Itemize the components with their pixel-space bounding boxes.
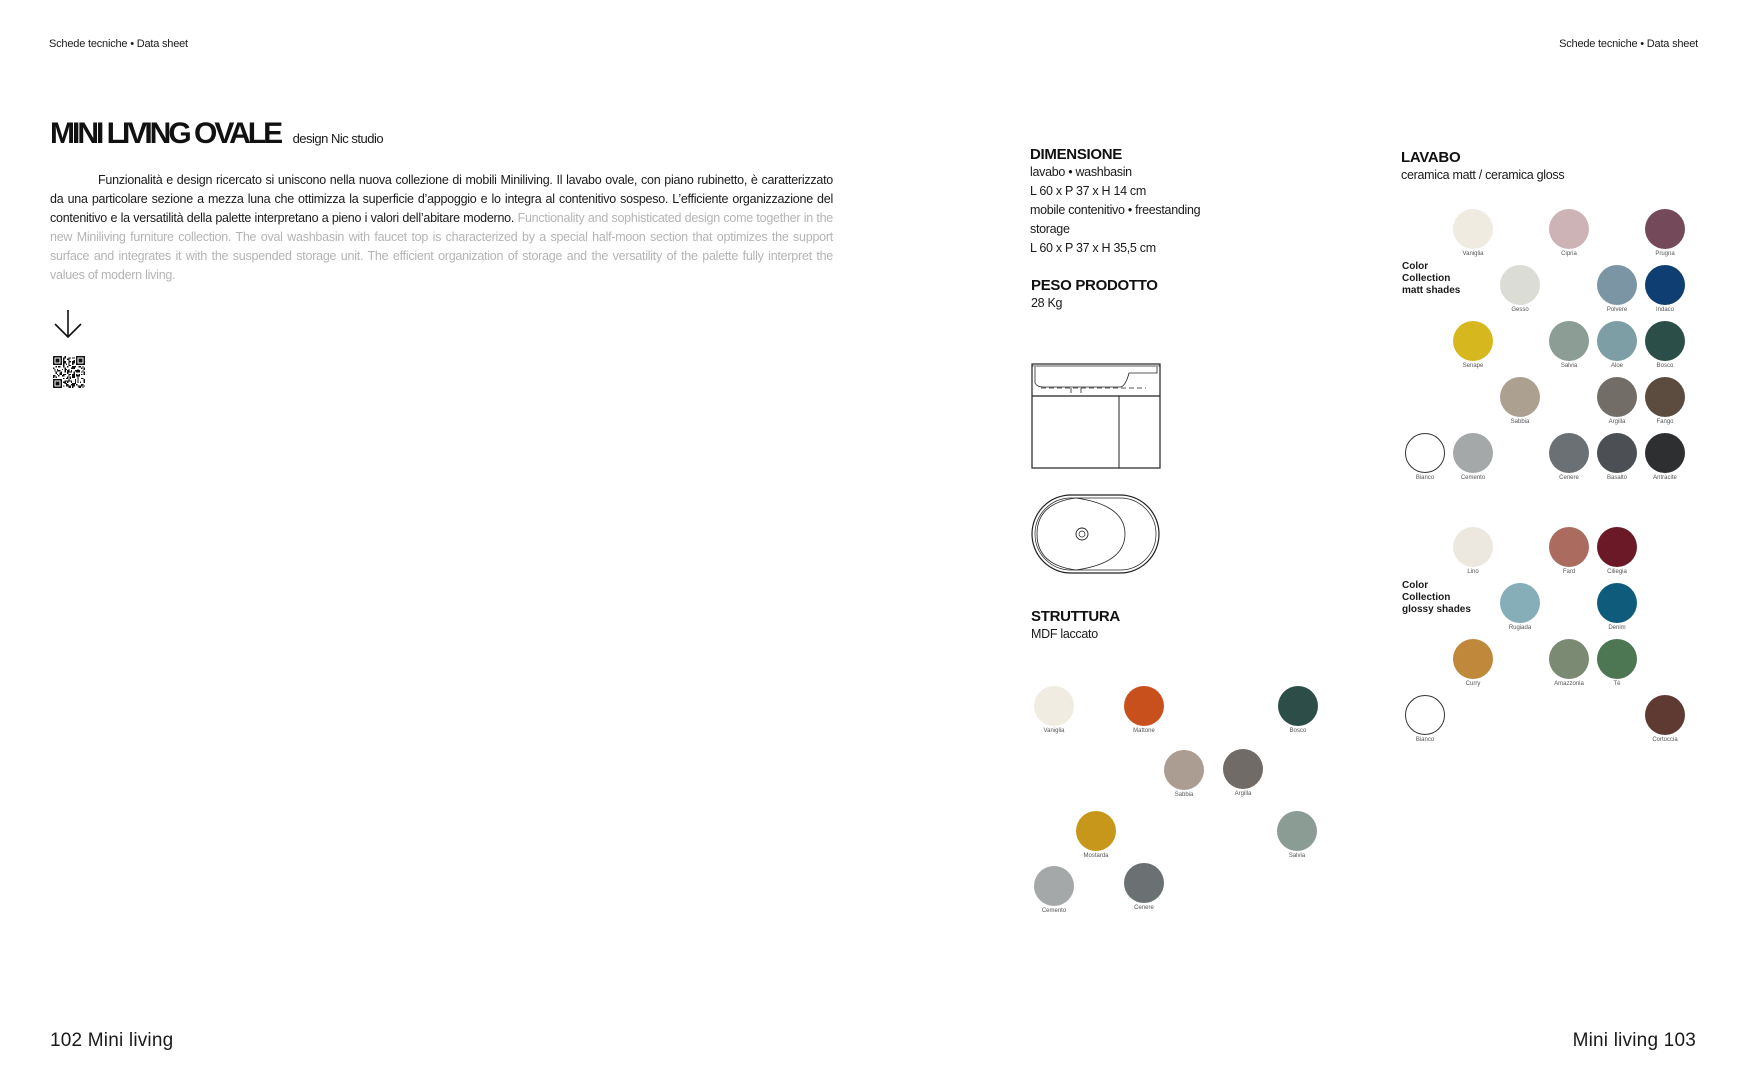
product-heading (50, 117, 383, 151)
color-swatch-label: Basalto (1606, 475, 1627, 481)
color-swatch-label: Antracite (1653, 475, 1677, 481)
color-swatch-label: Vaniglia (1043, 728, 1065, 734)
color-swatch-label: Bianco (1415, 475, 1435, 481)
color-swatch-label: Fard (1562, 569, 1576, 575)
color-swatch-label: Prugna (1655, 251, 1675, 257)
color-swatch (1549, 433, 1589, 473)
color-swatch (1223, 749, 1263, 789)
folio-right: Mini living 103 (1572, 1030, 1696, 1051)
structure-title: STRUTTURA (1031, 608, 1120, 625)
color-swatch (1124, 863, 1164, 903)
structure-value: MDF laccato (1031, 627, 1098, 641)
color-swatch-label: Gesso (1511, 307, 1529, 313)
dimensions-line: L 60 x P 37 x H 35,5 cm (1030, 241, 1156, 255)
dimensions-title: DIMENSIONE (1030, 146, 1123, 163)
color-swatch-label: Salvia (1560, 363, 1578, 369)
color-swatch-label: Bianco (1415, 737, 1435, 743)
dimensions-line: mobile contenitivo • freestanding (1030, 203, 1201, 217)
color-swatch (1549, 527, 1589, 567)
color-swatch-label: Cipria (1561, 251, 1577, 257)
weight-value: 28 Kg (1031, 296, 1063, 310)
color-swatch-label: Mattone (1133, 728, 1155, 734)
color-swatch-label: Rugiada (1508, 625, 1532, 631)
description-english: Functionality and sophisticated design come together in the new Miniliving furniture collection. The oval washbasin with faucet top is characterized by a special half-moon section that optimizes the support surface and integrates it with the suspended storage unit. The efficient organization of storage and the versatility of the palette fully interpret the values of modern living. (50, 211, 833, 282)
color-swatch (1645, 433, 1685, 473)
color-swatch (1645, 209, 1685, 249)
color-swatch (1597, 583, 1637, 623)
lavabo-block (1401, 149, 1564, 185)
color-swatch (1549, 321, 1589, 361)
color-swatch-label: Denim (1608, 625, 1626, 631)
color-swatch-label: Argilla (1608, 419, 1626, 425)
color-swatch-label: Sabbia (1510, 419, 1530, 425)
color-swatch-label: Cemento (1460, 475, 1486, 481)
color-swatch-label: Indaco (1655, 307, 1674, 313)
color-swatch (1597, 265, 1637, 305)
color-swatch (1645, 695, 1685, 735)
color-swatch-label: Mostarda (1083, 853, 1109, 859)
color-swatch (1034, 686, 1074, 726)
color-swatch-label: Aloe (1610, 363, 1623, 369)
color-swatch (1453, 321, 1493, 361)
color-swatch-label: Polvere (1606, 307, 1628, 313)
color-swatch (1124, 686, 1164, 726)
color-swatch (1597, 377, 1637, 417)
color-swatch-label: Sabbia (1174, 792, 1194, 798)
running-header-right: Schede tecniche • Data sheet (1559, 38, 1698, 50)
color-swatch (1500, 583, 1540, 623)
color-swatch (1453, 527, 1493, 567)
color-swatch (1500, 265, 1540, 305)
color-swatch (1164, 750, 1204, 790)
designer-credit: design Nic studio (292, 131, 384, 146)
description-italian: Funzionalità e design ricercato si uniscono nella nuova collezione di mobili Miniliving. Il lavabo ovale, con piano rubinetto, è caratterizzato da una particolare sezione a mezza luna che ottimizza la superficie d’appoggio e lo integra al contenitivo sospeso. L’efficiente organizzazione del contenitivo e la versatilità della palette interpretano a pieno i valori dell’abitare moderno. (50, 173, 833, 225)
dimensions-line: storage (1030, 222, 1070, 236)
color-swatch-label: Salvia (1288, 853, 1306, 859)
color-swatch (1645, 377, 1685, 417)
color-swatch (1034, 866, 1074, 906)
color-swatch (1549, 639, 1589, 679)
color-swatch-label: Senape (1462, 363, 1484, 369)
color-swatch (1597, 321, 1637, 361)
qr-code-icon[interactable] (53, 356, 85, 393)
color-swatch (1278, 686, 1318, 726)
color-swatch (1549, 209, 1589, 249)
color-swatch-label: Bosco (1289, 728, 1307, 734)
running-header-left: Schede tecniche • Data sheet (49, 38, 188, 50)
color-swatch (1597, 527, 1637, 567)
weight-block (1031, 277, 1158, 313)
color-swatch-label: Cenere (1134, 905, 1154, 911)
folio-left: 102 Mini living (50, 1030, 174, 1051)
color-swatch-label: Cemento (1041, 908, 1067, 914)
color-swatch-label: Fango (1656, 419, 1674, 425)
lavabo-title: LAVABO (1401, 149, 1461, 166)
dimensions-line: lavabo • washbasin (1030, 165, 1132, 179)
color-swatch (1453, 209, 1493, 249)
color-swatch-label: Argilla (1234, 791, 1252, 797)
color-swatch-label: Amazzonia (1554, 681, 1584, 687)
color-swatch (1405, 695, 1445, 735)
dimensions-line: L 60 x P 37 x H 14 cm (1030, 184, 1146, 198)
lavabo-subtitle: ceramica matt / ceramica gloss (1401, 168, 1565, 182)
color-swatch (1500, 377, 1540, 417)
top-view-drawing (1031, 493, 1163, 582)
color-swatch (1597, 639, 1637, 679)
color-swatch (1645, 321, 1685, 361)
color-swatch-label: Bosco (1656, 363, 1674, 369)
color-swatch (1453, 433, 1493, 473)
color-swatch (1597, 433, 1637, 473)
arrow-down-icon (53, 309, 83, 344)
color-swatch-label: Vaniglia (1462, 251, 1484, 257)
color-swatch-label: Curry (1465, 681, 1481, 687)
dimensions-block (1030, 146, 1290, 258)
product-description (50, 171, 833, 285)
color-swatch-label: Lino (1467, 569, 1479, 575)
product-title: MINI LIVING OVALE (50, 117, 281, 150)
color-swatch (1277, 811, 1317, 851)
matt-collection-label: Color Collection matt shades (1402, 261, 1461, 296)
color-swatch-label: Cortoccia (1652, 737, 1678, 743)
color-swatch (1645, 265, 1685, 305)
glossy-collection-label: Color Collection glossy shades (1402, 580, 1471, 615)
color-swatch-label: Ciliegia (1607, 569, 1627, 575)
color-swatch-label: Cenere (1559, 475, 1579, 481)
structure-block (1031, 608, 1120, 644)
color-swatch-label: Tè (1613, 681, 1621, 687)
color-swatch (1076, 811, 1116, 851)
color-swatch (1453, 639, 1493, 679)
front-view-drawing (1031, 363, 1163, 478)
color-swatch (1405, 433, 1445, 473)
weight-title: PESO PRODOTTO (1031, 277, 1158, 294)
